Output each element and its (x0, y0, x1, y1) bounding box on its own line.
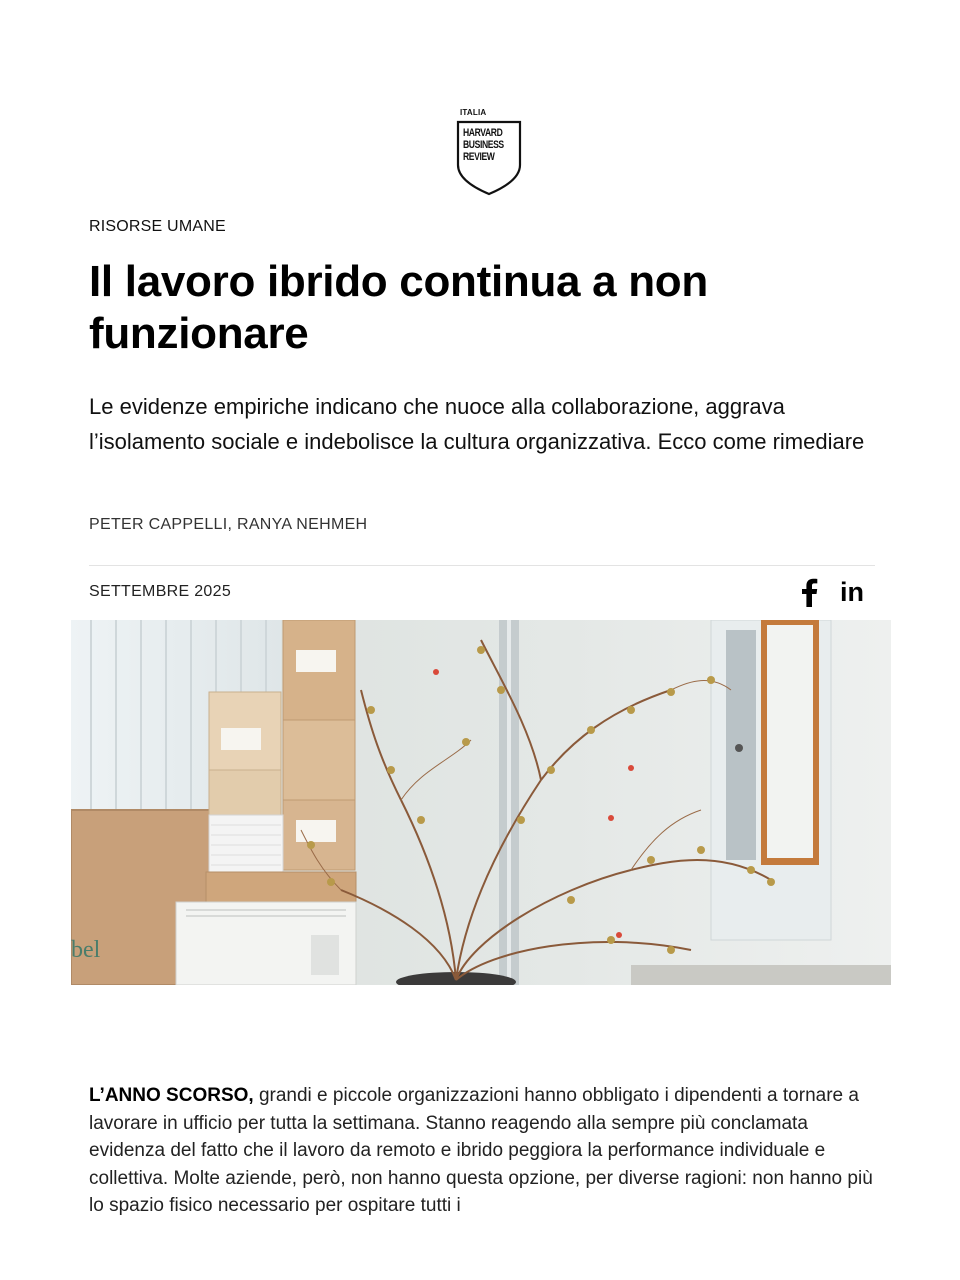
logo-wordmark (463, 127, 504, 163)
linkedin-icon: in (840, 576, 864, 607)
logo-line-1: HARVARD (463, 127, 503, 139)
logo-line-3: REVIEW (463, 151, 495, 163)
logo-shield (455, 119, 523, 197)
article-body (89, 1082, 889, 1220)
body-text: grandi e piccole organizzazioni hanno obbligato i dipendenti a tornare a lavorare in ufficio per tutta la settimana. Stanno reagendo alla sempre più conclamata evidenza del fatto che il lavoro da remoto e ibrido peggiora la performance individuale e collettiva. Molte aziende, però, non hanno questa opzione, per diverse ragioni: non hanno più lo spazio fisico necessario per ospitare tutti i (89, 1085, 873, 1216)
hbr-logo[interactable] (455, 108, 531, 197)
logo-edition: ITALIA (460, 108, 487, 117)
article-date: SETTEMBRE 2025 (89, 583, 232, 600)
facebook-share-button[interactable] (796, 576, 822, 608)
facebook-icon (800, 577, 818, 607)
article-subtitle: Le evidenze empiriche indicano che nuoce alla collaborazione, aggrava l’isolamento sociale e indebolisce la cultura organizzativa. Ecco come rimediare (89, 394, 865, 454)
article-category[interactable]: RISORSE UMANE (89, 218, 226, 235)
svg-text:bel: bel (71, 937, 101, 963)
article-title: Il lavoro ibrido continua a non funzionare (89, 257, 708, 358)
linkedin-share-button[interactable] (836, 576, 868, 608)
article-authors[interactable]: PETER CAPPELLI, RANYA NEHMEH (89, 516, 368, 533)
body-lead: L’ANNO SCORSO, (89, 1085, 254, 1106)
logo-line-2: BUSINESS (463, 139, 504, 151)
divider (89, 565, 875, 566)
office-photo (71, 620, 891, 985)
hero-image (71, 620, 891, 985)
